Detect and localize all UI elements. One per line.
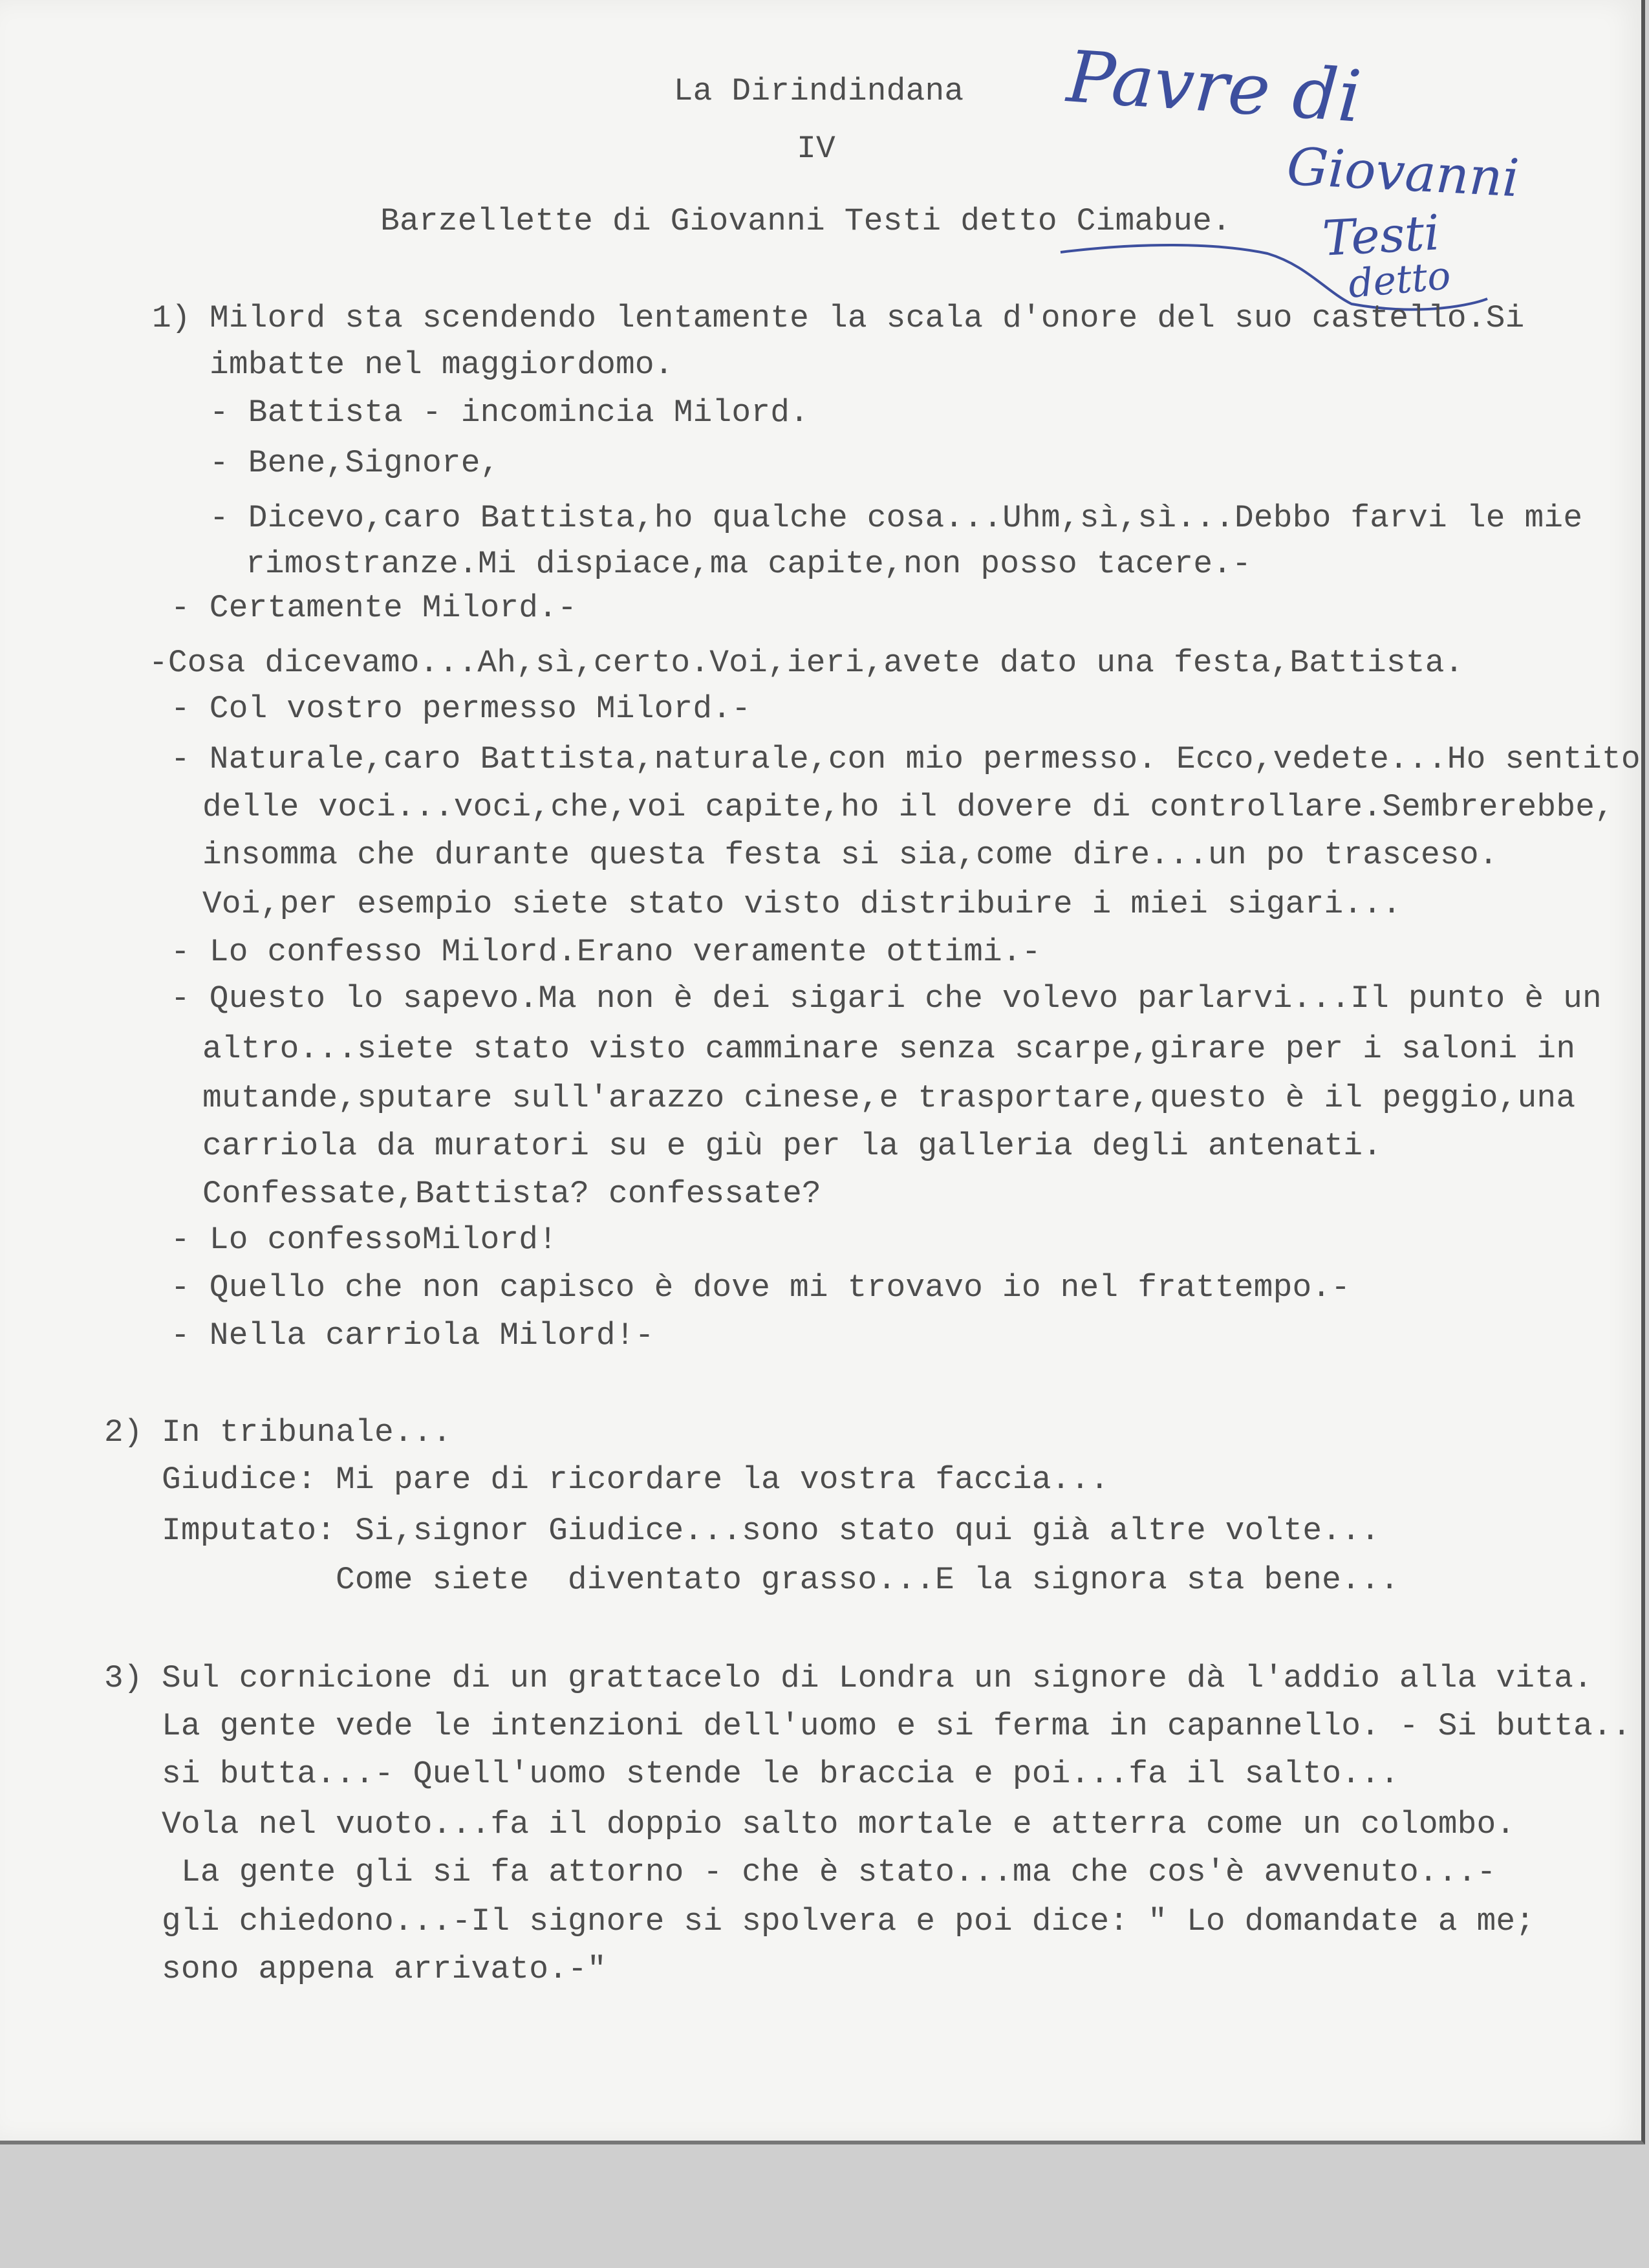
text-line: sono appena arrivato.-" <box>162 1951 607 1987</box>
text-line: - Nella carriola Milord!- <box>171 1317 654 1354</box>
text-line: gli chiedono...-Il signore si spolvera e poi dice: " Lo domandate a me; <box>162 1903 1535 1939</box>
text-line: - Dicevo,caro Battista,ho qualche cosa...Uhm,sì,sì...Debbo farvi le mie <box>210 500 1583 536</box>
text-line: altro...siete stato visto camminare senza scarpe,girare per i saloni in <box>202 1031 1576 1067</box>
section-number: 2) <box>104 1414 143 1451</box>
text-line: si butta...- Quell'uomo stende le braccia e poi...fa il salto... <box>162 1756 1399 1792</box>
text-line: rimostranze.Mi dispiace,ma capite,non posso tacere.- <box>246 546 1252 582</box>
text-line: mutande,sputare sull'arazzo cinese,e trasportare,questo è il peggio,una <box>202 1080 1576 1116</box>
text-line: imbatte nel maggiordomo. <box>210 347 674 383</box>
section-number: 3) <box>104 1660 143 1696</box>
text-line: carriola da muratori su e giù per la galleria degli antenati. <box>202 1128 1383 1164</box>
text-line: La gente vede le intenzioni dell'uomo e si ferma in capannello. - Si butta.. <box>162 1708 1632 1744</box>
text-line: Come siete diventato grasso...E la signora sta bene... <box>336 1562 1399 1598</box>
text-line: - Naturale,caro Battista,naturale,con mio permesso. Ecco,vedete...Ho sentito <box>171 741 1641 777</box>
text-line: Confessate,Battista? confessate? <box>202 1176 821 1212</box>
text-line: Giudice: Mi pare di ricordare la vostra faccia... <box>162 1462 1110 1498</box>
text-line: La gente gli si fa attorno - che è stato...ma che cos'è avvenuto...- <box>181 1854 1496 1890</box>
text-line: Milord sta scendendo lentamente la scala d'onore del suo castello.Si <box>210 300 1525 336</box>
handwritten-note-line: Testi <box>1320 204 1441 267</box>
text-line: - Battista - incomincia Milord. <box>210 394 810 431</box>
text-line: Vola nel vuoto...fa il doppio salto mortale e atterra come un colombo. <box>162 1806 1516 1842</box>
text-line: -Cosa dicevamo...Ah,sì,certo.Voi,ieri,avete dato una festa,Battista. <box>149 645 1464 681</box>
text-line: - Quello che non capisco è dove mi trovavo io nel frattempo.- <box>171 1269 1351 1306</box>
text-line: In tribunale... <box>162 1414 452 1451</box>
text-line: - Lo confesso Milord.Erano veramente ottimi.- <box>171 934 1041 970</box>
text-line: insomma che durante questa festa si sia,come dire...un po trasceso. <box>202 837 1498 873</box>
text-line: - Certamente Milord.- <box>171 590 577 626</box>
text-line: - Questo lo sapevo.Ma non è dei sigari che volevo parlarvi...Il punto è un <box>171 980 1602 1017</box>
handwritten-note-line: Pavre di <box>1064 35 1364 138</box>
document-subtitle: Barzellette di Giovanni Testi detto Cimabue. <box>380 203 1231 239</box>
text-line: Imputato: Si,signor Giudice...sono stato qui già altre volte... <box>162 1513 1381 1549</box>
section-number: 1) <box>152 300 191 336</box>
text-line: - Col vostro permesso Milord.- <box>171 691 751 727</box>
text-line: Voi,per esempio siete stato visto distribuire i miei sigari... <box>202 886 1402 922</box>
handwritten-note-line: Giovanni <box>1285 136 1521 209</box>
document-title: La Dirindindana <box>673 73 964 109</box>
handwritten-note-line: detto <box>1346 253 1453 307</box>
text-line: Sul cornicione di un grattacelo di Londra un signore dà l'addio alla vita. <box>162 1660 1593 1696</box>
text-line: delle voci...voci,che,voi capite,ho il dovere di controllare.Sembrerebbe, <box>202 789 1615 825</box>
part-number: IV <box>797 131 835 167</box>
text-line: - Bene,Signore, <box>210 445 500 481</box>
text-line: - Lo confessoMilord! <box>171 1222 558 1258</box>
